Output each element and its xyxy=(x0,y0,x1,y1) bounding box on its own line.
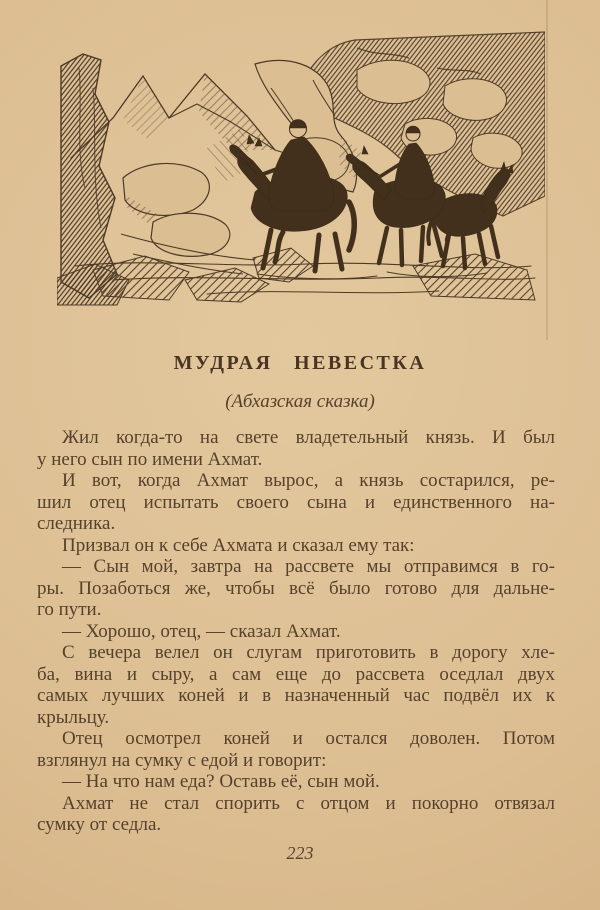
illustration-drawing xyxy=(57,28,545,306)
story-line: самых лучших коней и в назначенный час подвёл их к xyxy=(37,685,555,706)
story-line: — Сын мой, завтра на рассвете мы отправимся в го- xyxy=(62,556,555,577)
story-line: — Хорошо, отец, — сказал Ахмат. xyxy=(62,620,341,642)
story-line: крыльцу. xyxy=(37,706,110,728)
story-line: Жил когда-то на свете владетельный князь. И был xyxy=(62,427,555,448)
page-number: 223 xyxy=(286,842,314,863)
story-line: у него сын по имени Ахмат. xyxy=(37,448,263,470)
story-line: взглянул на сумку с едой и говорит: xyxy=(37,749,327,771)
story-line: С вечера велел он слугам приготовить в дорогу хле- xyxy=(62,642,555,663)
story-line: го пути. xyxy=(37,599,102,620)
story-line: следника. xyxy=(37,513,116,534)
story-line: Отец осмотрел коней и остался доволен. Потом xyxy=(62,728,555,749)
story-line: ба, вина и сыру, а сам еще до рассвета оседлал двух xyxy=(37,663,555,685)
story-title: МУДРАЯ НЕВЕСТКА xyxy=(173,352,427,374)
story-illustration xyxy=(57,28,545,306)
story-line: Ахмат не стал спорить с отцом и покорно отвязал xyxy=(62,792,555,814)
story-line: И вот, когда Ахмат вырос, а князь состарился, ре- xyxy=(62,470,555,491)
story-line: Призвал он к себе Ахмата и сказал ему так: xyxy=(62,534,415,556)
page-crease xyxy=(546,0,548,340)
story-line: сумку от седла. xyxy=(37,814,162,835)
story-subtitle: (Абхазская сказка) xyxy=(225,391,375,412)
story-line: ры. Позаботься же, чтобы всё было готово для дальне- xyxy=(37,577,555,599)
story-text xyxy=(0,427,600,836)
story-line: — На что нам еда? Оставь её, сын мой. xyxy=(62,771,380,792)
story-line: шил отец испытать своего сына и единственного на- xyxy=(37,491,555,513)
